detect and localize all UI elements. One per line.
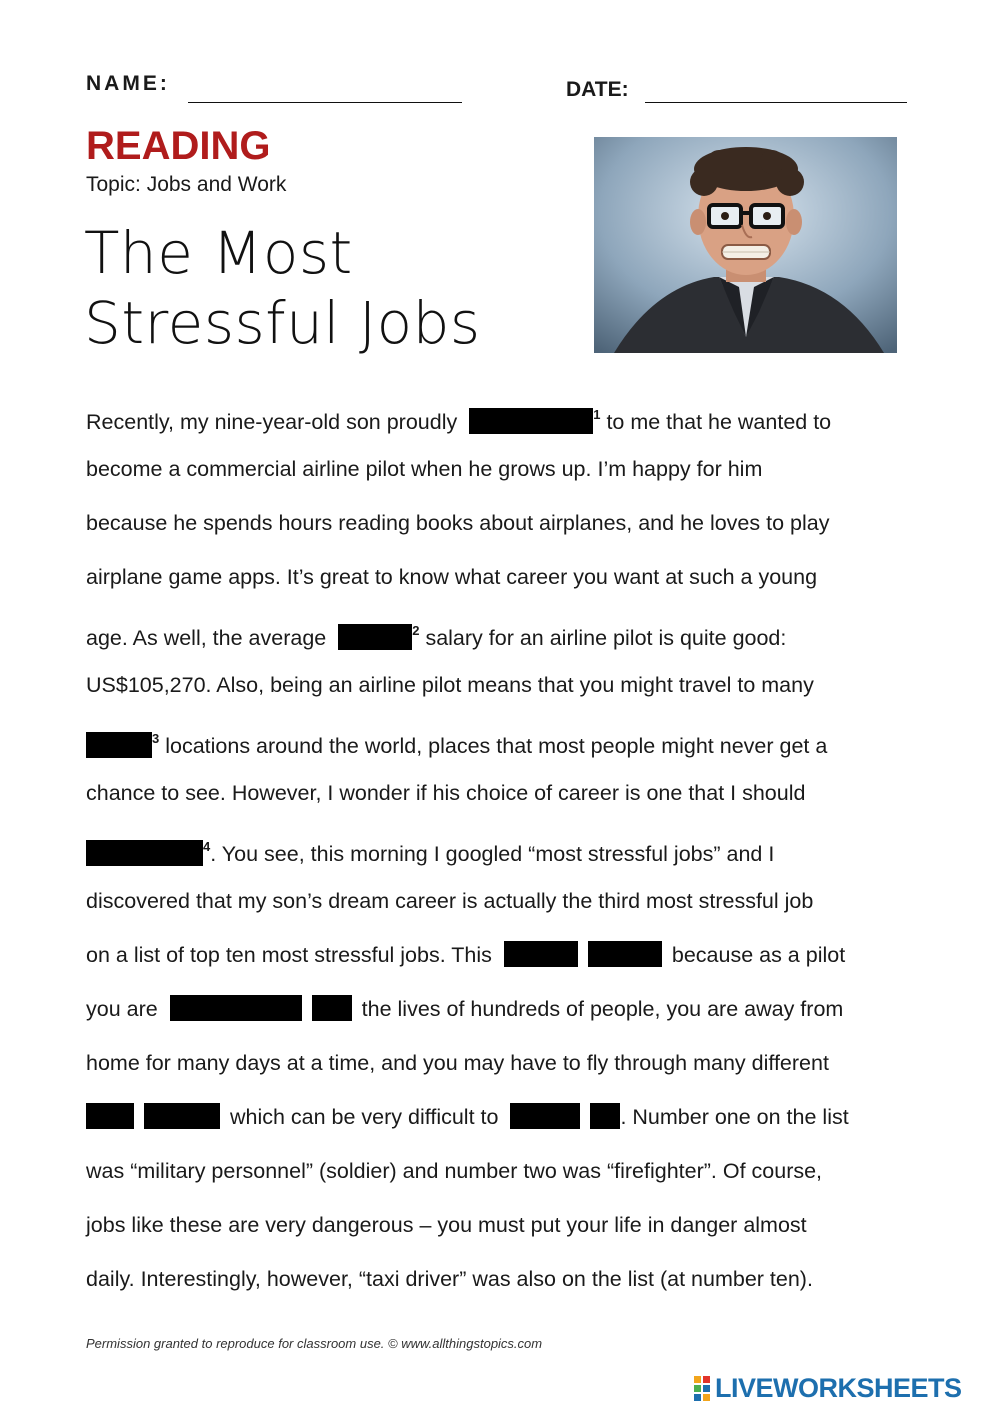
passage-text: . Number one on the list: [620, 1105, 849, 1129]
name-field-line[interactable]: [188, 102, 462, 103]
answer-blank-2[interactable]: [338, 624, 412, 650]
answer-blank-7b[interactable]: [144, 1103, 220, 1129]
passage-text: locations around the world, places that most people might never get a: [159, 734, 828, 758]
passage-line: was “military personnel” (soldier) and number two was “firefighter”. Of course,: [86, 1159, 823, 1183]
answer-blank-5b[interactable]: [588, 941, 662, 967]
answer-blank-4[interactable]: [86, 840, 203, 866]
passage-line: become a commercial airline pilot when he grows up. I’m happy for him: [86, 457, 763, 481]
passage-line: chance to see. However, I wonder if his choice of career is one that I should: [86, 781, 806, 805]
blank-number: 2: [412, 623, 420, 638]
passage-text: . You see, this morning I googled “most stressful jobs” and I: [210, 842, 775, 866]
passage-text: age. As well, the average: [86, 626, 327, 650]
passage-text: Recently, my nine-year-old son proudly: [86, 410, 458, 434]
passage-line: [86, 820, 916, 874]
answer-blank-1[interactable]: [469, 408, 593, 434]
section-label: READING: [86, 124, 271, 168]
date-field-line[interactable]: [645, 102, 907, 103]
passage-line: home for many days at a time, and you may have to fly through many different: [86, 1051, 829, 1075]
liveworksheets-logo[interactable]: [693, 1372, 962, 1404]
passage-text: on a list of top ten most stressful jobs. This: [86, 943, 492, 967]
passage-line: airplane game apps. It’s great to know what career you want at such a young: [86, 565, 818, 589]
answer-blank-8a[interactable]: [510, 1103, 580, 1129]
passage-line: jobs like these are very dangerous – you must put your life in danger almost: [86, 1213, 807, 1237]
passage-text: you are: [86, 997, 158, 1021]
passage-line: US$105,270. Also, being an airline pilot means that you might travel to many: [86, 673, 814, 697]
passage-line: [86, 388, 916, 442]
passage-line: daily. Interestingly, however, “taxi driver” was also on the list (at number ten).: [86, 1267, 813, 1291]
passage-text: because as a pilot: [671, 943, 846, 967]
answer-blank-6b[interactable]: [312, 995, 352, 1021]
blank-number: 3: [152, 731, 160, 746]
passage-text: which can be very difficult to: [229, 1105, 499, 1129]
blank-number: 4: [203, 839, 211, 854]
name-label: NAME:: [86, 72, 170, 95]
answer-blank-6a[interactable]: [170, 995, 302, 1021]
passage-line: because he spends hours reading books about airplanes, and he loves to play: [86, 511, 830, 535]
passage-line: [86, 712, 916, 766]
passage-line: [86, 1090, 916, 1144]
passage-line: [86, 604, 916, 658]
date-label: DATE:: [566, 78, 629, 101]
blank-number: 1: [593, 407, 601, 422]
answer-blank-3[interactable]: [86, 732, 152, 758]
title-line-2: Stressful Jobs: [84, 289, 481, 357]
passage-text: salary for an airline pilot is quite good:: [419, 626, 787, 650]
passage-line: discovered that my son’s dream career is actually the third most stressful job: [86, 889, 814, 913]
permission-footer: Permission granted to reproduce for classroom use. © www.allthingstopics.com: [86, 1336, 543, 1351]
title-line-1: The Most: [84, 219, 353, 287]
liveworksheets-wordmark: LIVEWORKSHEETS: [715, 1372, 962, 1403]
liveworksheets-icon: [693, 1374, 711, 1402]
answer-blank-5a[interactable]: [504, 941, 578, 967]
answer-blank-7a[interactable]: [86, 1103, 134, 1129]
passage-line: [86, 928, 916, 982]
passage-line: [86, 982, 916, 1036]
passage-text: to me that he wanted to: [600, 410, 832, 434]
topic-label: Topic: Jobs and Work: [86, 173, 287, 196]
answer-blank-8b[interactable]: [590, 1103, 620, 1129]
man-with-glasses-photo: [594, 137, 897, 353]
reading-passage: [86, 388, 916, 1306]
page-title: [84, 218, 481, 358]
passage-text: the lives of hundreds of people, you are away from: [361, 997, 844, 1021]
